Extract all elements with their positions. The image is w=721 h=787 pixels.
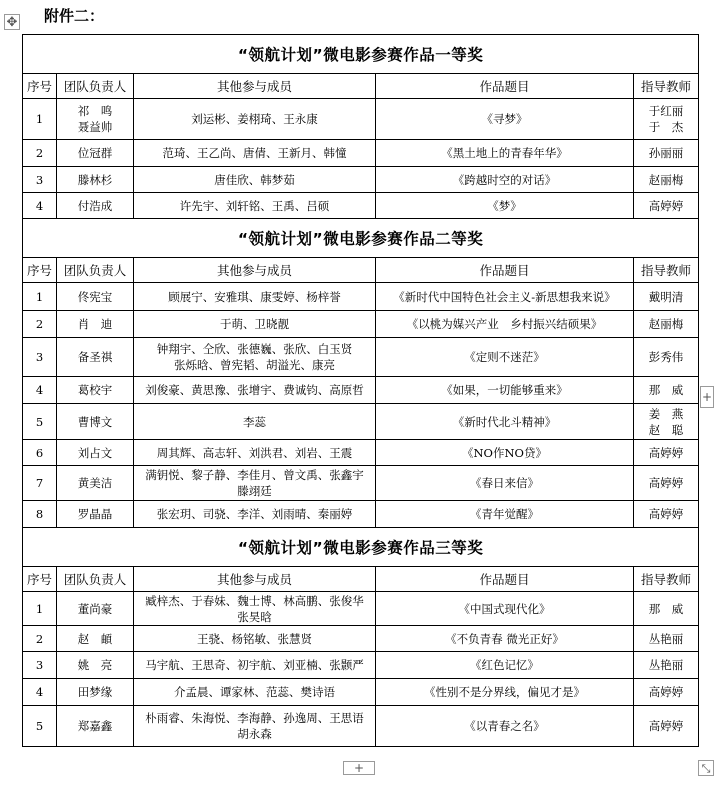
cell-teacher-line: 高婷婷 (648, 476, 684, 490)
cell-no: 3 (23, 167, 57, 193)
cell-teacher-line: 丛艳丽 (648, 658, 684, 672)
cell-members (134, 311, 376, 338)
cell-members-line: 刘运彬、姜栩琦、王永康 (191, 112, 318, 126)
cell-no: 8 (23, 501, 57, 528)
cell-members (134, 99, 376, 140)
cell-teacher (634, 592, 699, 626)
cell-leader-line: 滕林杉 (77, 172, 113, 187)
cell-teacher-line: 彭秀伟 (648, 350, 684, 364)
column-header: 其他参与成员 (134, 74, 376, 99)
cell-members (134, 140, 376, 167)
table-row (23, 626, 699, 652)
cell-leader (57, 283, 134, 311)
cell-leader (57, 501, 134, 528)
award-section-title: “领航计划”微电影参赛作品二等奖 (23, 219, 699, 258)
cell-teacher (634, 706, 699, 747)
cell-leader-line: 葛校宇 (77, 383, 113, 397)
cell-leader-line: 郑嘉鑫 (77, 719, 113, 733)
column-header: 指导教师 (634, 258, 699, 283)
cell-leader (57, 626, 134, 652)
column-header: 团队负责人 (57, 258, 134, 283)
cell-members (134, 466, 376, 501)
cell-members-line: 胡永森 (237, 727, 272, 741)
cell-leader-line: 曹博文 (77, 414, 113, 429)
cell-teacher (634, 167, 699, 193)
cell-members-line: 顾展宁、安雅琪、康雯婷、杨梓誉 (168, 289, 341, 304)
column-header: 指导教师 (634, 567, 699, 592)
table-row (23, 404, 699, 440)
cell-members-line: 张宏玥、司骁、李洋、刘雨晴、秦丽婷 (156, 507, 353, 521)
award-section-title-row (23, 528, 699, 567)
table-row (23, 311, 699, 338)
cell-teacher-line: 于 杰 (648, 120, 684, 134)
table-row (23, 706, 699, 747)
cell-members-line: 马宇航、王思奇、初宇航、刘亚楠、张颢严 (145, 658, 364, 672)
cell-leader-line: 备圣祺 (77, 350, 113, 364)
cell-members (134, 167, 376, 193)
cell-members-line: 朴雨睿、朱海悦、李海静、孙逸周、王思语 (145, 711, 364, 725)
cell-no: 3 (23, 338, 57, 377)
cell-leader-line: 付浩成 (77, 198, 113, 213)
cell-members-line: 王骁、杨铭敏、张慧贤 (197, 631, 312, 646)
cell-members (134, 592, 376, 626)
cell-members (134, 338, 376, 377)
cell-work-title: 《定则不迷茫》 (376, 338, 634, 377)
column-header: 指导教师 (634, 74, 699, 99)
cell-leader (57, 404, 134, 440)
cell-work-title: 《黑土地上的青春年华》 (376, 140, 634, 167)
column-header-row (23, 74, 699, 99)
cell-members (134, 440, 376, 466)
table-move-icon[interactable]: ✥ (4, 14, 20, 30)
cell-work-title: 《以桃为媒兴产业 乡村振兴结硕果》 (376, 311, 634, 338)
cell-leader (57, 440, 134, 466)
add-row-icon[interactable]: + (343, 761, 375, 775)
cell-teacher (634, 652, 699, 679)
table-resize-icon[interactable]: ⤡ (698, 760, 714, 776)
cell-teacher-line: 高婷婷 (648, 719, 684, 733)
cell-leader-line: 位冠群 (77, 146, 113, 160)
cell-leader-line: 田梦缘 (77, 685, 113, 699)
cell-members-line: 唐佳欣、韩梦茹 (214, 172, 295, 187)
cell-teacher-line: 高婷婷 (648, 445, 684, 460)
cell-leader (57, 311, 134, 338)
cell-teacher-line: 孙丽丽 (648, 146, 684, 160)
cell-teacher-line: 赵丽梅 (648, 317, 684, 331)
table-row (23, 193, 699, 219)
cell-members-line: 范琦、王乙尚、唐倩、王新月、韩憧 (162, 146, 347, 160)
cell-leader (57, 652, 134, 679)
cell-members (134, 501, 376, 528)
cell-work-title: 《青年觉醒》 (376, 501, 634, 528)
cell-work-title: 《跨越时空的对话》 (376, 167, 634, 193)
column-header: 团队负责人 (57, 567, 134, 592)
cell-leader (57, 140, 134, 167)
cell-no: 7 (23, 466, 57, 501)
cell-no: 6 (23, 440, 57, 466)
table-row (23, 377, 699, 404)
cell-leader (57, 193, 134, 219)
award-section-title-row (23, 35, 699, 74)
table-row (23, 652, 699, 679)
column-header: 作品题目 (376, 74, 634, 99)
cell-members-line: 张烁晗、曾宪韬、胡溢光、康亮 (174, 358, 335, 372)
award-section-title: “领航计划”微电影参赛作品一等奖 (23, 35, 699, 74)
cell-work-title: 《梦》 (376, 193, 634, 219)
cell-teacher-line: 高婷婷 (648, 507, 684, 521)
cell-work-title: 《NO作NO贷》 (376, 440, 634, 466)
cell-teacher (634, 626, 699, 652)
cell-members (134, 283, 376, 311)
cell-teacher-line: 于红丽 (648, 104, 684, 118)
table-row (23, 338, 699, 377)
award-section-title-row (23, 219, 699, 258)
cell-no: 5 (23, 404, 57, 440)
table-row (23, 99, 699, 140)
cell-no: 4 (23, 679, 57, 706)
cell-members (134, 377, 376, 404)
cell-work-title: 《以青春之名》 (376, 706, 634, 747)
cell-teacher (634, 440, 699, 466)
cell-work-title: 《新时代北斗精神》 (376, 404, 634, 440)
cell-leader (57, 706, 134, 747)
cell-leader-line: 赵 頔 (77, 631, 113, 646)
cell-leader (57, 338, 134, 377)
cell-teacher (634, 404, 699, 440)
cell-leader (57, 466, 134, 501)
cell-work-title: 《春日来信》 (376, 466, 634, 501)
cell-teacher (634, 338, 699, 377)
add-column-icon[interactable]: + (700, 386, 714, 408)
cell-members-line: 滕翊廷 (237, 484, 272, 498)
table-row (23, 283, 699, 311)
cell-teacher-line: 高婷婷 (648, 198, 684, 213)
cell-teacher (634, 501, 699, 528)
table-row (23, 679, 699, 706)
cell-members (134, 404, 376, 440)
cell-teacher (634, 311, 699, 338)
cell-teacher-line: 那 威 (648, 383, 684, 397)
cell-work-title: 《寻梦》 (376, 99, 634, 140)
table-row (23, 466, 699, 501)
cell-teacher (634, 99, 699, 140)
cell-members-line: 臧梓杰、于春妹、魏士博、林高鹏、张俊华 (145, 593, 364, 608)
column-header: 团队负责人 (57, 74, 134, 99)
cell-teacher (634, 140, 699, 167)
cell-teacher (634, 193, 699, 219)
award-section-title: “领航计划”微电影参赛作品三等奖 (23, 528, 699, 567)
cell-teacher-line: 戴明清 (648, 289, 684, 304)
cell-members (134, 652, 376, 679)
cell-no: 5 (23, 706, 57, 747)
cell-leader (57, 377, 134, 404)
cell-leader-line: 董尚豪 (77, 601, 113, 616)
column-header: 其他参与成员 (134, 258, 376, 283)
cell-leader-line: 肖 迪 (77, 317, 113, 331)
cell-members (134, 706, 376, 747)
cell-members-line: 许先宇、刘轩铭、王禹、吕硕 (179, 198, 330, 213)
cell-work-title: 《不负青春 微光正好》 (376, 626, 634, 652)
column-header: 作品题目 (376, 258, 634, 283)
cell-teacher (634, 377, 699, 404)
awards-table (22, 34, 699, 747)
cell-no: 3 (23, 652, 57, 679)
cell-work-title: 《红色记忆》 (376, 652, 634, 679)
cell-no: 2 (23, 140, 57, 167)
table-row (23, 592, 699, 626)
cell-leader-line: 佟宪宝 (77, 289, 113, 304)
cell-teacher (634, 283, 699, 311)
cell-work-title: 《中国式现代化》 (376, 592, 634, 626)
cell-members-line: 钟翔宇、仝欣、张德巍、张欣、白玉贤 (156, 342, 353, 356)
cell-no: 4 (23, 377, 57, 404)
cell-members-line: 于萌、卫晓靓 (220, 317, 289, 331)
cell-teacher-line: 高婷婷 (648, 685, 684, 699)
cell-members-line: 介孟晨、谭家林、范蕊、樊诗语 (174, 685, 335, 699)
column-header: 序号 (23, 74, 57, 99)
cell-leader-line: 罗晶晶 (77, 507, 113, 521)
cell-no: 1 (23, 99, 57, 140)
cell-teacher (634, 466, 699, 501)
cell-no: 1 (23, 592, 57, 626)
cell-leader-line: 黄美洁 (77, 476, 113, 490)
cell-leader-line: 聂益帅 (77, 120, 113, 134)
attachment-heading: 附件二： (44, 7, 105, 25)
cell-no: 2 (23, 626, 57, 652)
column-header: 其他参与成员 (134, 567, 376, 592)
cell-no: 4 (23, 193, 57, 219)
table-row (23, 440, 699, 466)
cell-teacher-line: 赵 聪 (648, 422, 684, 437)
cell-teacher-line: 姜 燕 (648, 406, 684, 421)
cell-teacher (634, 679, 699, 706)
column-header-row (23, 258, 699, 283)
cell-no: 2 (23, 311, 57, 338)
table-row (23, 501, 699, 528)
cell-leader (57, 167, 134, 193)
column-header: 序号 (23, 258, 57, 283)
cell-members-line: 刘俊豪、黄思豫、张增宇、费诚钧、高原哲 (145, 383, 364, 397)
table-row (23, 140, 699, 167)
cell-members (134, 626, 376, 652)
cell-leader-line: 祁 鸣 (77, 104, 113, 118)
cell-members (134, 679, 376, 706)
cell-leader-line: 姚 亮 (77, 658, 113, 672)
cell-members-line: 李蕊 (243, 414, 266, 429)
cell-teacher-line: 赵丽梅 (648, 172, 684, 187)
cell-leader-line: 刘占文 (77, 445, 113, 460)
cell-work-title: 《性别不是分界线，偏见才是》 (376, 679, 634, 706)
cell-leader (57, 592, 134, 626)
cell-members-line: 张昊晗 (237, 609, 272, 624)
cell-members-line: 周其辉、高志轩、刘洪君、刘岩、王震 (156, 445, 353, 460)
column-header: 作品题目 (376, 567, 634, 592)
cell-leader (57, 679, 134, 706)
table-row (23, 167, 699, 193)
cell-no: 1 (23, 283, 57, 311)
cell-teacher-line: 丛艳丽 (648, 631, 684, 646)
column-header: 序号 (23, 567, 57, 592)
cell-teacher-line: 那 威 (648, 601, 684, 616)
cell-members-line: 满钥悦、黎子静、李佳月、曾文禹、张鑫宇 (145, 468, 364, 482)
cell-work-title: 《如果，一切能够重来》 (376, 377, 634, 404)
column-header-row (23, 567, 699, 592)
cell-members (134, 193, 376, 219)
cell-leader (57, 99, 134, 140)
cell-work-title: 《新时代中国特色社会主义-新思想我来说》 (376, 283, 634, 311)
